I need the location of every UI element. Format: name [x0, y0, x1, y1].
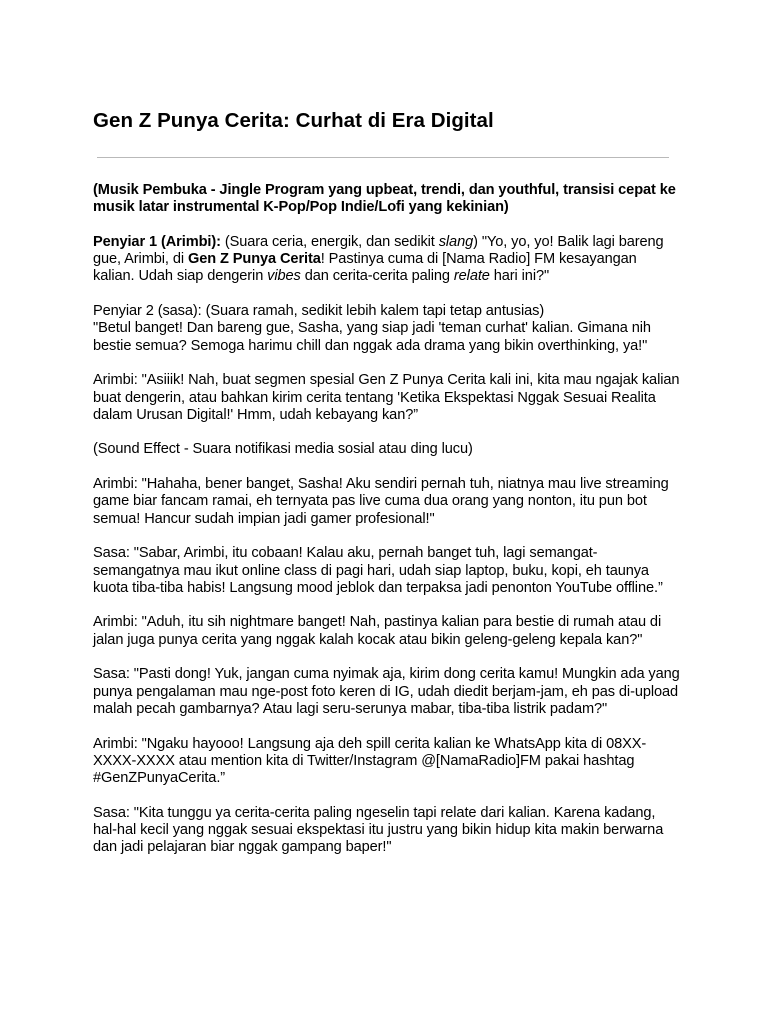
show-name: Gen Z Punya Cerita	[187, 251, 321, 268]
italic-term: vibes	[267, 268, 301, 285]
paragraph-text: ) "Yo, yo, yo! Balik lagi bareng gue, Arimbi, di	[93, 233, 664, 268]
paragraph-sasa-intro: Penyiar 2 (sasa): (Suara ramah, sedikit lebih kalem tapi tetap antusias)	[93, 303, 545, 320]
paragraph-text: ! Pastinya cuma di [Nama Radio] FM kesayangan kalian. Udah siap dengerin	[93, 251, 637, 285]
speaker-label: Penyiar 1 (Arimbi):	[93, 233, 221, 250]
paragraph-arimbi-segment: Arimbi: "Asiiik! Nah, buat segmen spesial Gen Z Punya Cerita kali ini, kita mau ngajak kalian buat dengerin, atau bahkan kirim cerita tentang 'Ketika Ekspektasi Nggak Sesuai Realita dalam Urusan Digital!' Hmm, udah kebayang kan?”	[93, 372, 680, 423]
title-divider	[97, 157, 669, 158]
paragraph-sasa-quote: "Betul banget! Dan bareng gue, Sasha, yang siap jadi 'teman curhat' kalian. Gimana nih bestie semua? Semoga harimu chill dan nggak ada drama yang bikin overthinking, ya!"	[93, 320, 651, 354]
opening-music-cue	[93, 182, 681, 217]
paragraph-sasa-closing: Sasa: "Kita tunggu ya cerita-cerita paling ngeselin tapi relate dari kalian. Karena kadang, hal-hal kecil yang nggak sesuai ekspektasi itu justru yang bikin hidup kita makin berwarna dan jadi pelajaran biar nggak gampang baper!"	[93, 804, 664, 856]
paragraph-text: (Suara ceria, energik, dan sedikit	[220, 233, 439, 250]
paragraph-text: dan cerita-cerita paling	[300, 268, 454, 285]
document-page	[93, 106, 681, 874]
document-title: Gen Z Punya Cerita: Curhat di Era Digital	[93, 109, 494, 132]
paragraph-sasa-invite: Sasa: "Pasti dong! Yuk, jangan cuma nyimak aja, kirim dong cerita kamu! Mungkin ada yang punya pengalaman mau nge-post foto keren di IG, udah diedit berjam-jam, eh pas di-upload malah pecah gambarnya? Atau lagi seru-serunya mabar, tiba-tiba listrik padam?"	[93, 666, 680, 717]
sound-effect-cue: (Sound Effect - Suara notifikasi media sosial atau ding lucu)	[93, 441, 473, 458]
paragraph-arimbi-intro	[93, 234, 681, 286]
paragraph-arimbi-contact: Arimbi: "Ngaku hayooo! Langsung aja deh spill cerita kalian ke WhatsApp kita di 08XX-XXXX-XXXX atau mention kita di Twitter/Instagram @[NamaRadio]FM pakai hashtag #GenZPunyaCerita.”	[93, 735, 647, 787]
document-body	[93, 182, 681, 857]
paragraph-arimbi-nightmare: Arimbi: "Aduh, itu sih nightmare banget! Nah, pastinya kalian para bestie di rumah atau di jalan juga punya cerita yang nggak kalah kocak atau bikin geleng-geleng kepala kan?"	[93, 614, 662, 648]
italic-term: slang	[438, 233, 474, 250]
italic-term: relate	[453, 268, 490, 285]
paragraph-text: hari ini?"	[489, 268, 550, 285]
paragraph-sasa-online-class: Sasa: "Sabar, Arimbi, itu cobaan! Kalau aku, pernah banget tuh, lagi semangat-semangatnya mau ikut online class di pagi hari, udah siap laptop, buku, kopi, eh taunya kuota tiba-tiba habis! Langsung mood jeblok dan terpaksa jadi penonton YouTube offline.”	[93, 545, 663, 596]
paragraph-arimbi-streaming: Arimbi: "Hahaha, bener banget, Sasha! Aku sendiri pernah tuh, niatnya mau live streaming game biar fancam ramai, eh ternyata pas live cuma dua orang yang nonton, itu pun bot semua! Hancur sudah impian jadi gamer profesional!"	[93, 476, 669, 527]
opening-music-cue-text: (Musik Pembuka - Jingle Program yang upbeat, trendi, dan youthful, transisi cepat ke musik latar instrumental K-Pop/Pop Indie/Lofi yang kekinian)	[93, 182, 676, 216]
